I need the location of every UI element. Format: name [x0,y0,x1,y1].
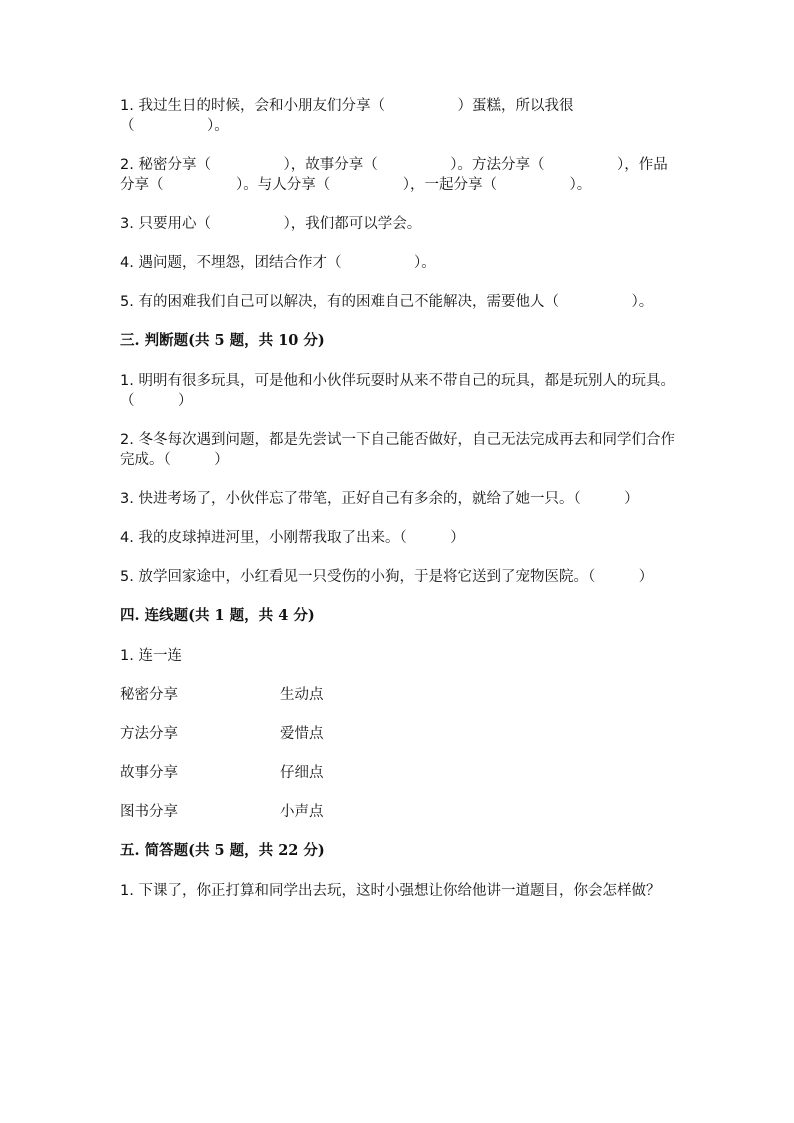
fill-in-question-4: 4. 遇问题，不埋怨，团结合作才（ ）。 [120,255,436,271]
match-row [120,802,680,822]
match-right-item: 小声点 [280,804,324,820]
judge-question-5: 5. 放学回家途中，小红看见一只受伤的小狗，于是将它送到了宠物医院。（ ） [120,569,654,585]
judge-question-3: 3. 快进考场了，小伙伴忘了带笔，正好自己有多余的，就给了她一只。（ ） [120,491,639,507]
exam-page [120,96,680,920]
fill-in-question-3: 3. 只要用心（ ），我们都可以学会。 [120,216,422,232]
match-left-item: 图书分享 [120,804,178,820]
fill-in-question-1: 1. 我过生日的时候，会和小朋友们分享（ ）蛋糕，所以我很（ ）。 [120,98,574,134]
fill-in-question-2: 2. 秘密分享（ ），故事分享（ ）。方法分享（ ），作品分享（ ）。与人分享（ ），一起分享（ ）。 [120,157,668,193]
fill-in-question-5: 5. 有的困难我们自己可以解决，有的困难自己不能解决，需要他人（ ）。 [120,294,654,310]
match-left-item: 方法分享 [120,726,178,742]
judge-section-title: 三. 判断题(共 5 题，共 10 分) [120,332,325,349]
match-row [120,685,680,705]
judge-question-2: 2. 冬冬每次遇到问题，都是先尝试一下自己能否做好，自己无法完成再去和同学们合作完成。（ ） [120,432,675,468]
match-right-item: 仔细点 [280,765,324,781]
match-row [120,763,680,783]
short-answer-section-title: 五. 简答题(共 5 题，共 22 分) [120,842,325,859]
judge-question-4: 4. 我的皮球掉进河里，小刚帮我取了出来。（ ） [120,530,465,546]
match-left-item: 秘密分享 [120,687,178,703]
match-right-item: 爱惜点 [280,726,324,742]
match-question: 1. 连一连 [120,648,182,664]
judge-question-1: 1. 明明有很多玩具，可是他和小伙伴玩耍时从来不带自己的玩具，都是玩别人的玩具。（ ） [120,373,675,409]
match-right-item: 生动点 [280,687,324,703]
match-left-item: 故事分享 [120,765,178,781]
match-section-title: 四. 连线题(共 1 题，共 4 分) [120,607,315,624]
short-answer-question-1: 1. 下课了，你正打算和同学出去玩，这时小强想让你给他讲一道题目，你会怎样做？ [120,883,661,899]
match-row [120,724,680,744]
